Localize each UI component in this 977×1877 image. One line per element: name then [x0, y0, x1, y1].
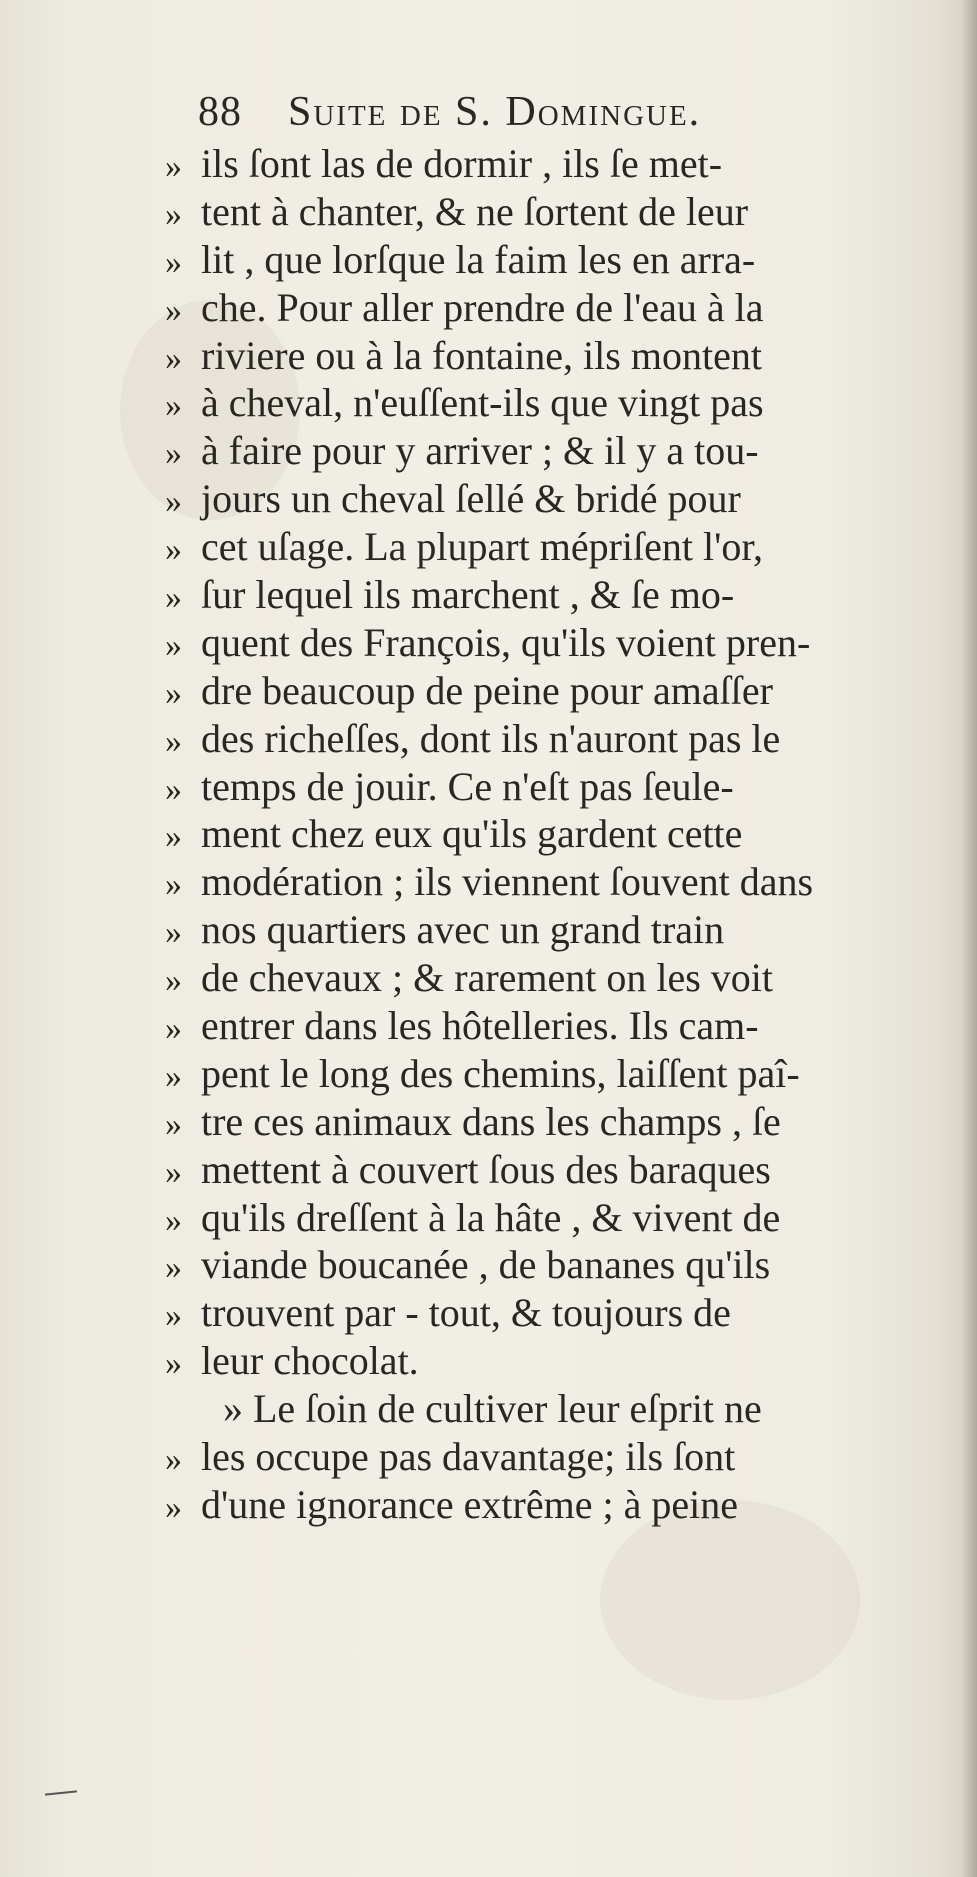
quote-mark: »: [165, 1153, 182, 1191]
quote-mark: »: [165, 148, 182, 185]
text-line: [165, 763, 935, 811]
text-line: [165, 1146, 935, 1194]
line-text: nos quartiers avec un grand train: [201, 907, 725, 953]
quote-mark: »: [165, 1010, 182, 1048]
quote-mark: »: [165, 339, 182, 377]
text-line: [165, 571, 935, 619]
line-text: qu'ils dreſſent à la hâte , & vivent de: [201, 1194, 781, 1240]
text-line: [165, 475, 935, 523]
quote-mark: »: [165, 1441, 182, 1479]
line-text: tent à chanter, & ne ſortent de leur: [201, 188, 749, 234]
line-text: viande boucanée , de bananes qu'ils: [201, 1242, 771, 1288]
text-line: [165, 1194, 935, 1242]
quote-mark: »: [165, 770, 182, 808]
quote-mark: »: [165, 243, 182, 281]
quote-mark: »: [165, 914, 182, 952]
text-line: [165, 1050, 935, 1098]
line-text: modération ; ils viennent ſouvent dans: [201, 859, 814, 905]
line-text: lit , que lorſque la faim les en arra-: [201, 236, 756, 282]
line-text: les occupe pas davantage; ils ſont: [201, 1434, 736, 1480]
text-line: [165, 1289, 935, 1337]
text-line: [165, 1098, 935, 1146]
margin-mark: [45, 1790, 77, 1795]
line-text: ſur lequel ils marchent , & ſe mo-: [201, 572, 735, 618]
quote-mark: »: [165, 1488, 182, 1526]
line-text: d'une ignorance extrême ; à peine: [201, 1481, 738, 1527]
line-text: dre beaucoup de peine pour amaſſer: [201, 667, 773, 713]
quote-mark: »: [165, 818, 182, 856]
quote-mark: »: [165, 291, 182, 329]
text-line: [165, 188, 935, 236]
paragraph-start-line: [165, 1385, 935, 1433]
text-line: [165, 906, 935, 954]
line-text: jours un cheval ſellé & bridé pour: [201, 476, 741, 522]
text-line: [165, 1481, 935, 1529]
line-text: cet uſage. La plupart mépriſent l'or,: [201, 524, 764, 570]
body-text: [165, 140, 935, 1529]
page-edge-shadow: [961, 0, 977, 1877]
line-text: temps de jouir. Ce n'eſt pas ſeule-: [201, 763, 734, 809]
line-text: de chevaux ; & rarement on les voit: [201, 955, 774, 1001]
text-line: [165, 236, 935, 284]
page-number: 88: [198, 89, 242, 135]
quote-mark: »: [165, 674, 182, 712]
line-text: leur chocolat.: [201, 1338, 419, 1384]
quote-mark: »: [165, 962, 182, 1000]
line-text: che. Pour aller prendre de l'eau à la: [201, 284, 764, 330]
text-line: [165, 810, 935, 858]
quote-mark: »: [165, 1057, 182, 1095]
text-line: [165, 715, 935, 763]
page-header: [198, 88, 958, 148]
running-title: Suite de S. Domingue.: [288, 89, 702, 135]
quote-mark: »: [165, 531, 182, 569]
text-line: [165, 619, 935, 667]
paper-stain: [600, 1500, 860, 1700]
quote-mark: »: [165, 1297, 182, 1335]
text-line: [165, 284, 935, 332]
text-line: [165, 667, 935, 715]
text-line: [165, 858, 935, 906]
line-text: ils ſont las de dormir , ils ſe met-: [201, 141, 723, 186]
line-text: tre ces animaux dans les champs , ſe: [201, 1098, 781, 1144]
quote-mark: »: [165, 195, 182, 233]
quote-mark: »: [165, 387, 182, 425]
text-line: [165, 332, 935, 380]
line-text: mettent à couvert ſous des baraques: [201, 1146, 771, 1192]
line-text: entrer dans les hôtelleries. Ils cam-: [201, 1003, 759, 1049]
quote-mark: »: [165, 1249, 182, 1287]
quote-mark: »: [165, 866, 182, 904]
line-text: » Le ſoin de cultiver leur eſprit ne: [223, 1386, 762, 1432]
text-line: [165, 1433, 935, 1481]
line-text: riviere ou à la fontaine, ils montent: [201, 332, 762, 378]
text-line: [165, 1337, 935, 1385]
quote-mark: »: [165, 626, 182, 664]
line-text: à faire pour y arriver ; & il y a tou-: [201, 428, 759, 474]
quote-mark: »: [165, 722, 182, 760]
quote-mark: »: [165, 483, 182, 521]
quote-mark: »: [165, 579, 182, 617]
quote-mark: »: [165, 1105, 182, 1143]
text-line: [165, 1241, 935, 1289]
line-text: trouvent par - tout, & toujours de: [201, 1290, 731, 1336]
quote-mark: »: [165, 1201, 182, 1239]
quote-mark: »: [165, 1345, 182, 1383]
text-line: [165, 1002, 935, 1050]
line-text: pent le long des chemins, laiſſent paî-: [201, 1050, 800, 1096]
line-text: des richeſſes, dont ils n'auront pas le: [201, 715, 781, 761]
text-line: [165, 954, 935, 1002]
line-text: ment chez eux qu'ils gardent cette: [201, 811, 743, 857]
line-text: quent des François, qu'ils voient pren-: [201, 619, 811, 665]
line-text: à cheval, n'euſſent-ils que vingt pas: [201, 380, 764, 426]
quote-mark: »: [165, 435, 182, 473]
text-line: [165, 140, 935, 188]
text-line: [165, 523, 935, 571]
text-line: [165, 379, 935, 427]
text-line: [165, 427, 935, 475]
